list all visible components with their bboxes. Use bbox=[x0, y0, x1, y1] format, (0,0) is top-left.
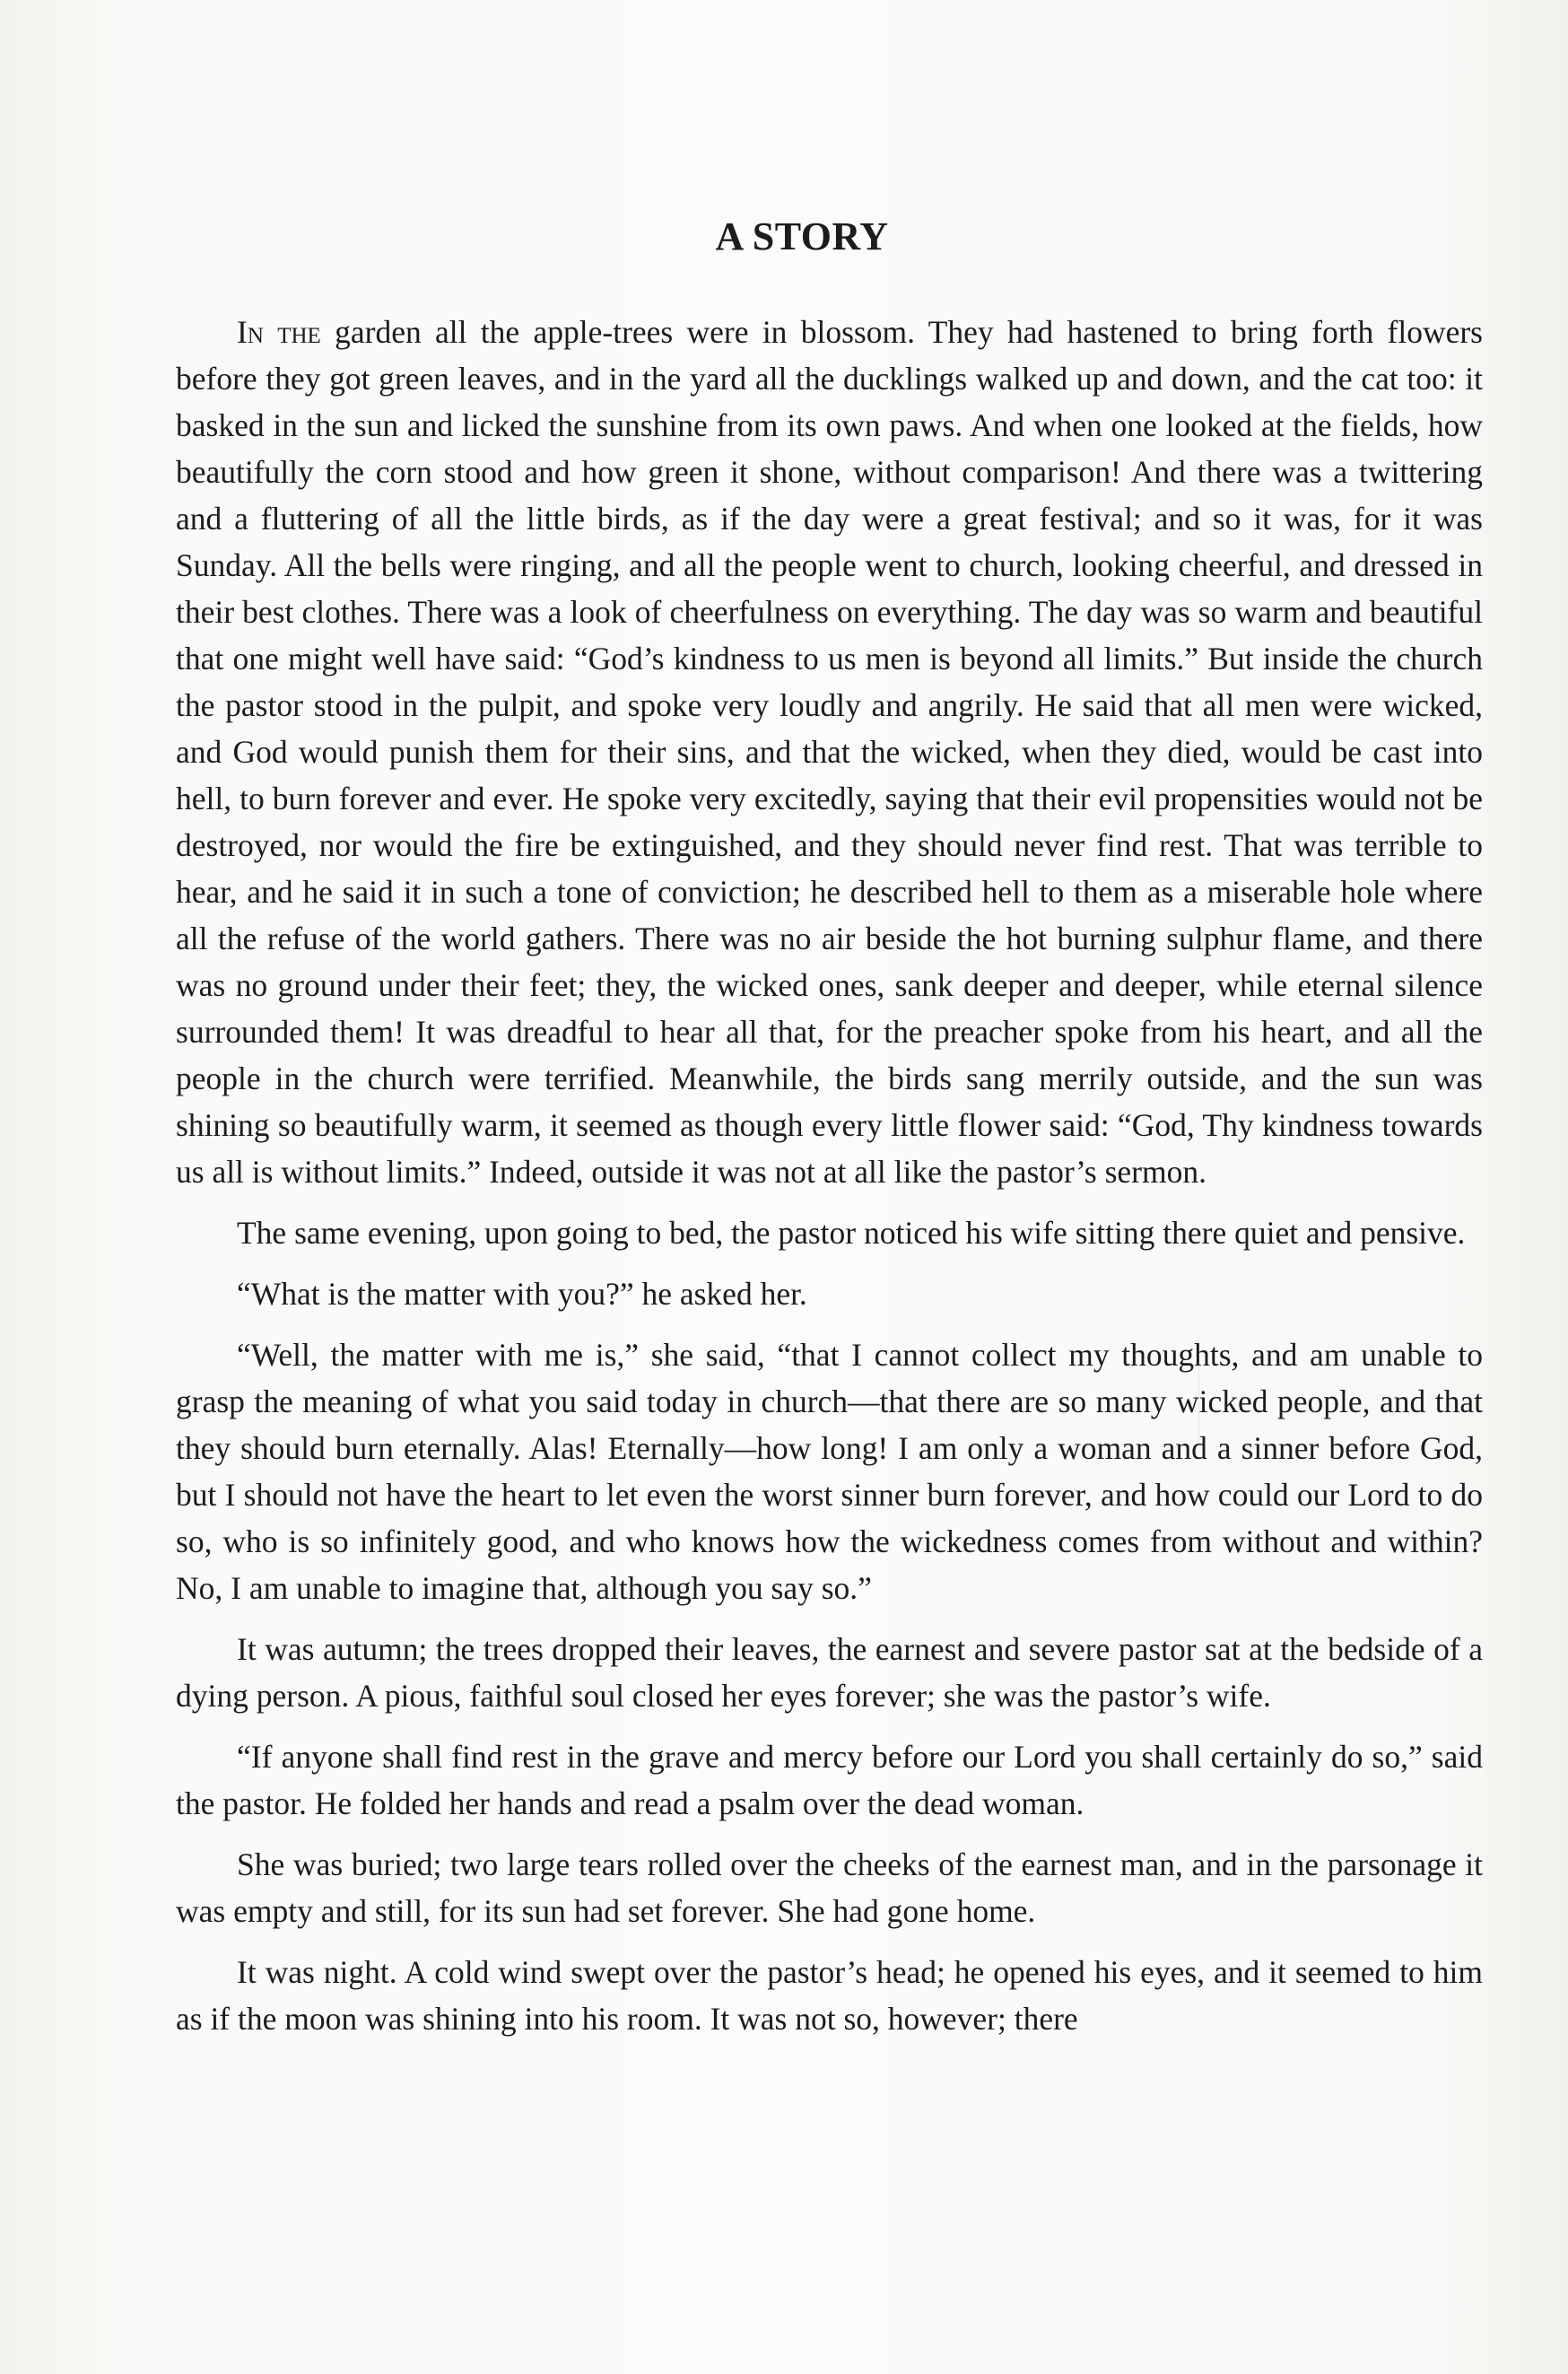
paragraph-1 bbox=[176, 309, 1483, 1195]
paragraph-7: She was buried; two large tears rolled over the cheeks of the earnest man, and in the parsonage it was empty and still, for its sun had set forever. She had gone home. bbox=[176, 1846, 1483, 1929]
paragraph-5: It was autumn; the trees dropped their leaves, the earnest and severe pastor sat at the bedside of a dying person. A pious, faithful soul closed her eyes forever; she was the pastor’s wife. bbox=[176, 1631, 1483, 1714]
paragraph-lead-smallcaps: In the bbox=[237, 314, 321, 350]
paragraph-1-text: garden all the apple-trees were in blossom. They had hastened to bring forth flowers before they got green leaves, and in the yard all the ducklings walked up and down, and the cat too: it basked in the sun and licked the sunshine from its own paws. And when one looked at the fields, how beautifully the corn stood and how green it shone, without comparison! And there was a twittering and a fluttering of all the little birds, as if the day were a great festival; and so it was, for it was Sunday. All the bells were ringing, and all the people went to church, looking cheerful, and dressed in their best clothes. There was a look of cheerfulness on everything. The day was so warm and beautiful that one might well have said: “God’s kindness to us men is beyond all limits.” But inside the church the pastor stood in the pulpit, and spoke very loudly and angrily. He said that all men were wicked, and God would punish them for their sins, and that the wicked, when they died, would be cast into hell, to burn forever and ever. He spoke very excitedly, saying that their evil propensities would not be destroyed, nor would the fire be extinguished, and they should never find rest. That was terrible to hear, and he said it in such a tone of conviction; he described hell to them as a miserable hole where all the refuse of the world gathers. There was no air beside the hot burning sulphur flame, and there was no ground under their feet; they, the wicked ones, sank deeper and deeper, while eternal silence surrounded them! It was dreadful to hear all that, for the preacher spoke from his heart, and all the people in the church were terrified. Meanwhile, the birds sang merrily outside, and the sun was shining so beautifully warm, it seemed as though every little flower said: “God, Thy kindness towards us all is without limits.” Indeed, outside it was not at all like the pastor’s sermon. bbox=[176, 314, 1483, 1190]
paragraph-6: “If anyone shall find rest in the grave and mercy before our Lord you shall certainly do so,” said the pastor. He folded her hands and read a psalm over the dead woman. bbox=[176, 1739, 1483, 1821]
story-title: A STORY bbox=[715, 214, 889, 258]
story-body bbox=[176, 309, 1483, 2056]
paragraph-8: It was night. A cold wind swept over the pastor’s head; he opened his eyes, and it seemed to him as if the moon was shining into his room. It was not so, however; there bbox=[176, 1954, 1483, 2037]
paragraph-4: “Well, the matter with me is,” she said, “that I cannot collect my thoughts, and am unable to grasp the meaning of what you said today in church—that there are so many wicked people, and that they should burn eternally. Alas! Eternally—how long! I am only a woman and a sinner before God, but I should not have the heart to let even the worst sinner burn forever, and how could our Lord to do so, who is so infinitely good, and who knows how the wickedness comes from without and within? No, I am unable to imagine that, although you say so.” bbox=[176, 1337, 1483, 1606]
paragraph-2: The same evening, upon going to bed, the pastor noticed his wife sitting there quiet and pensive. bbox=[237, 1215, 1466, 1251]
page-crease-mark bbox=[1198, 1337, 1199, 1444]
paragraph-3: “What is the matter with you?” he asked her. bbox=[237, 1276, 807, 1312]
